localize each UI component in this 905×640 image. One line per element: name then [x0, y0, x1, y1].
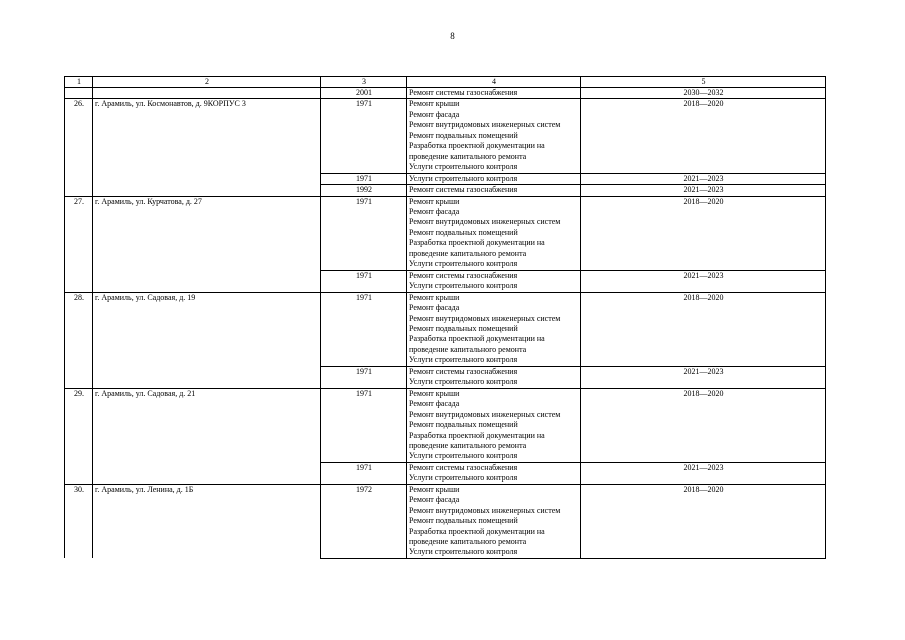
- works-cell: [407, 484, 581, 558]
- work-item: Ремонт подвальных помещений: [409, 130, 518, 140]
- year-cell: 1971: [321, 462, 407, 484]
- period-cell: 2018—2020: [581, 484, 826, 558]
- work-item: Ремонт внутридомовых инженерных систем: [409, 505, 561, 515]
- year-cell: 1971: [321, 99, 407, 173]
- work-item: Ремонт внутридомовых инженерных систем: [409, 120, 561, 130]
- work-item: Ремонт системы газоснабжения: [409, 270, 518, 280]
- entry-number: 30.: [65, 484, 93, 558]
- continuation-year: 2001: [321, 88, 407, 99]
- entry-address: г. Арамиль, ул. Садовая, д. 21: [93, 388, 321, 484]
- period-cell: 2021—2023: [581, 173, 826, 184]
- work-item: Услуги строительного контроля: [409, 377, 518, 387]
- header-cell-3: 3: [321, 77, 407, 88]
- work-item: Услуги строительного контроля: [409, 547, 518, 557]
- work-item: Ремонт подвальных помещений: [409, 323, 518, 333]
- work-item: Разработка проектной документации на: [409, 141, 545, 151]
- period-cell: 2018—2020: [581, 196, 826, 270]
- works-cell: [407, 99, 581, 173]
- entry-address: г. Арамиль, ул. Ленина, д. 1Б: [93, 484, 321, 558]
- work-item: Ремонт системы газоснабжения: [409, 185, 518, 195]
- header-cell-2: 2: [93, 77, 321, 88]
- work-item: Ремонт подвальных помещений: [409, 516, 518, 526]
- work-item: Ремонт системы газоснабжения: [409, 88, 518, 97]
- work-item: Услуги строительного контроля: [409, 259, 518, 269]
- year-cell: 1971: [321, 292, 407, 366]
- works-cell: [407, 388, 581, 462]
- period-cell: 2021—2023: [581, 185, 826, 196]
- period-cell: 2021—2023: [581, 270, 826, 292]
- year-cell: 1971: [321, 173, 407, 184]
- work-item: Разработка проектной документации на: [409, 526, 545, 536]
- works-cell: [407, 270, 581, 292]
- work-item: Услуги строительного контроля: [409, 281, 518, 291]
- work-item: Ремонт внутридомовых инженерных систем: [409, 217, 561, 227]
- continuation-works: [407, 88, 581, 99]
- table-row: [65, 388, 826, 462]
- work-item: проведение капитального ремонта: [409, 440, 527, 450]
- work-item: Ремонт фасада: [409, 399, 460, 409]
- work-item: проведение капитального ремонта: [409, 344, 527, 354]
- entry-number: 29.: [65, 388, 93, 484]
- year-cell: 1972: [321, 484, 407, 558]
- work-item: Ремонт внутридомовых инженерных систем: [409, 313, 561, 323]
- work-item: проведение капитального ремонта: [409, 151, 527, 161]
- work-item: Услуги строительного контроля: [409, 451, 518, 461]
- work-item: Услуги строительного контроля: [409, 473, 518, 483]
- work-item: Услуги строительного контроля: [409, 173, 518, 183]
- entry-address: г. Арамиль, ул. Садовая, д. 19: [93, 292, 321, 388]
- year-cell: 1971: [321, 270, 407, 292]
- entry-number: 28.: [65, 292, 93, 388]
- year-cell: 1971: [321, 388, 407, 462]
- header-cell-4: 4: [407, 77, 581, 88]
- period-cell: 2021—2023: [581, 462, 826, 484]
- works-cell: [407, 462, 581, 484]
- work-item: проведение капитального ремонта: [409, 248, 527, 258]
- works-cell: [407, 292, 581, 366]
- work-item: проведение капитального ремонта: [409, 537, 527, 547]
- work-item: Разработка проектной документации на: [409, 430, 545, 440]
- repair-schedule-table: [64, 76, 826, 559]
- work-item: Ремонт системы газоснабжения: [409, 366, 518, 376]
- year-cell: 1971: [321, 196, 407, 270]
- work-item: Ремонт крыши: [409, 484, 460, 494]
- work-item: Ремонт фасада: [409, 303, 460, 313]
- entry-address: г. Арамиль, ул. Космонавтов, д. 9КОРПУС 3: [93, 99, 321, 196]
- header-row: [65, 77, 826, 88]
- work-item: Ремонт крыши: [409, 292, 460, 302]
- work-item: Ремонт внутридомовых инженерных систем: [409, 409, 561, 419]
- continuation-num-cell: [65, 88, 93, 99]
- year-cell: 1992: [321, 185, 407, 196]
- works-cell: [407, 366, 581, 388]
- work-item: Ремонт крыши: [409, 196, 460, 206]
- work-item: Ремонт фасада: [409, 495, 460, 505]
- work-item: Ремонт подвальных помещений: [409, 227, 518, 237]
- period-cell: 2018—2020: [581, 292, 826, 366]
- work-item: Ремонт крыши: [409, 99, 460, 109]
- work-item: Ремонт крыши: [409, 388, 460, 398]
- work-item: Разработка проектной документации на: [409, 238, 545, 248]
- entry-number: 27.: [65, 196, 93, 292]
- work-item: Ремонт системы газоснабжения: [409, 462, 518, 472]
- work-item: Ремонт фасада: [409, 109, 460, 119]
- table-body: [65, 77, 826, 559]
- header-cell-1: 1: [65, 77, 93, 88]
- continuation-address-cell: [93, 88, 321, 99]
- table-row: [65, 292, 826, 366]
- period-cell: 2021—2023: [581, 366, 826, 388]
- work-item: Услуги строительного контроля: [409, 355, 518, 365]
- works-cell: [407, 196, 581, 270]
- works-cell: [407, 185, 581, 196]
- work-item: Ремонт подвальных помещений: [409, 420, 518, 430]
- year-cell: 1971: [321, 366, 407, 388]
- period-cell: 2018—2020: [581, 99, 826, 173]
- entry-address: г. Арамиль, ул. Курчатова, д. 27: [93, 196, 321, 292]
- works-cell: [407, 173, 581, 184]
- header-cell-5: 5: [581, 77, 826, 88]
- work-item: Услуги строительного контроля: [409, 162, 518, 172]
- work-item: Разработка проектной документации на: [409, 334, 545, 344]
- period-cell: 2018—2020: [581, 388, 826, 462]
- page-number: 8: [450, 31, 455, 41]
- work-item: Ремонт фасада: [409, 206, 460, 216]
- table-row: [65, 196, 826, 270]
- table-row: [65, 99, 826, 173]
- continuation-period: 2030—2032: [581, 88, 826, 99]
- table-row: [65, 484, 826, 558]
- continuation-row: [65, 88, 826, 99]
- entry-number: 26.: [65, 99, 93, 196]
